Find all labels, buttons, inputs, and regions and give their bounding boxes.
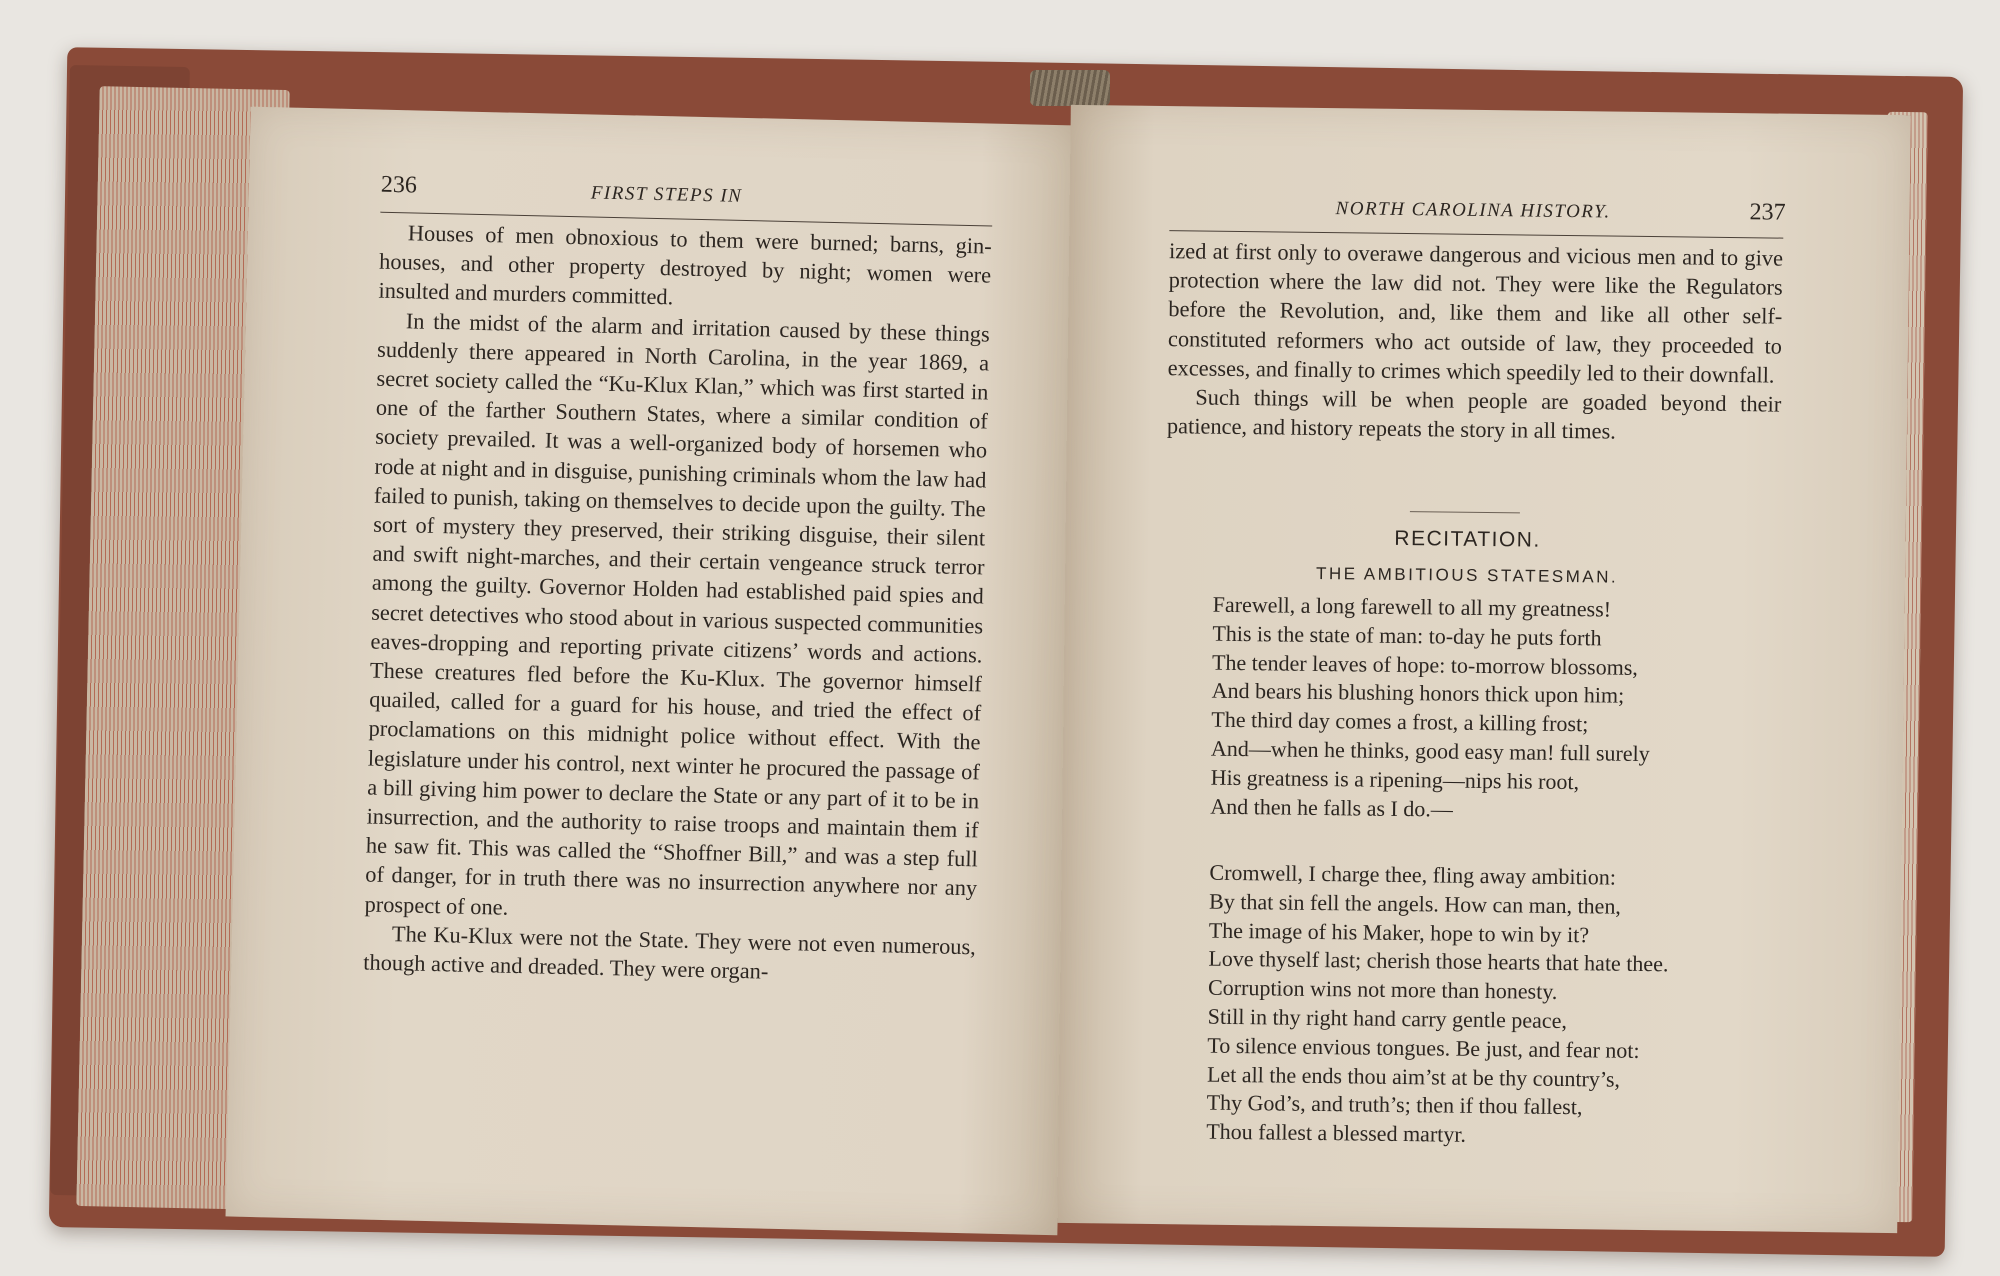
left-paragraph-3: The Ku-Klux were not the State. They were not even numerous, though active and dreaded. They were organ- bbox=[363, 921, 977, 984]
section-heading: RECITATION. bbox=[1394, 526, 1541, 552]
poem-line: The image of his Maker, hope to win by it? bbox=[1208, 917, 1590, 947]
left-paragraph-2: In the midst of the alarm and irritation caused by these things suddenly there appeared in North Carolina, in the year 1869, a secret society called the “Ku-Klux Klan,” which was first started in one of the farther Southern States, where a similar condition of society prevailed. It was a well-organized body of horsemen who rode at night and in disguise, punishing criminals whom the law had failed to punish, taking on themselves to decide upon the guilty. The sort of mystery they preserved, their striking disguise, their silent and swift night-marches, and their certain vengeance struck terror among the guilty. Governor Holden had established paid spies and secret detectives who stood about in various suspected communities eaves-dropping and reporting private citizens’ words and actions. These creatures fled before the Ku-Klux. The governor himself quailed, called for a guard for his house, and tried the effect of proclamations on this midnight police without effect. With the legislature under his control, next winter he procured the passage of a bill giving him power to declare the State or any part of it to be in insurrection, and the authority to raise troops and maintain them if he saw fit. This was called the “Shoffner Bill,” and was a step full of danger, for in truth there was no insurrection anywhere nor any prospect of one. bbox=[364, 307, 991, 920]
poem-line: The tender leaves of hope: to-morrow blossoms, bbox=[1211, 649, 1639, 680]
right-paragraph-2: Such things will be when people are goaded beyond their patience, and history repeats the story in all times. bbox=[1166, 384, 1782, 444]
right-running-head: NORTH CAROLINA HISTORY. bbox=[1335, 198, 1611, 223]
poem-line: The third day comes a frost, a killing frost; bbox=[1211, 706, 1589, 737]
poem-line: By that sin fell the angels. How can man, then, bbox=[1208, 888, 1622, 919]
poem-line: Thy God’s, and truth’s; then if thou fallest, bbox=[1206, 1090, 1583, 1120]
poem-stanza-2 bbox=[1206, 859, 1669, 1153]
book-spine bbox=[1030, 70, 1110, 106]
poem-line: His greatness is a ripening—nips his root, bbox=[1210, 764, 1580, 794]
left-page bbox=[226, 107, 1083, 1236]
poem-line: Cromwell, I charge thee, fling away ambition: bbox=[1209, 859, 1617, 890]
poem-line: This is the state of man: to-day he puts forth bbox=[1212, 620, 1602, 651]
poem-line: Let all the ends thou aim’st at be thy country’s, bbox=[1206, 1061, 1621, 1092]
right-page bbox=[1057, 105, 1911, 1233]
poem-line: And then he falls as I do.— bbox=[1210, 793, 1454, 822]
poem-line: To silence envious tongues. Be just, and fear not: bbox=[1207, 1032, 1640, 1063]
poem-title: THE AMBITIOUS STATESMAN. bbox=[1315, 563, 1619, 587]
poem-line: Farewell, a long farewell to all my greatness! bbox=[1212, 591, 1612, 622]
poem-line: Corruption wins not more than honesty. bbox=[1207, 974, 1558, 1005]
left-page-number: 236 bbox=[380, 171, 418, 199]
left-running-head: FIRST STEPS IN bbox=[590, 182, 743, 207]
poem-line: Thou fallest a blessed martyr. bbox=[1206, 1118, 1467, 1147]
poem-line: Love thyself last; cherish those hearts that hate thee. bbox=[1208, 946, 1669, 977]
poem-stanza-1 bbox=[1210, 591, 1651, 827]
poem-line: And bears his blushing honors thick upon him; bbox=[1211, 678, 1625, 709]
poem-line: And—when he thinks, good easy man! full surely bbox=[1210, 735, 1650, 767]
poem-line: Still in thy right hand carry gentle peace, bbox=[1207, 1003, 1568, 1034]
right-page-number: 237 bbox=[1749, 199, 1786, 226]
left-page-text bbox=[363, 218, 992, 991]
left-paragraph-1: Houses of men obnoxious to them were burned; barns, gin-houses, and other property destroyed by night; women were insulted and murders committed. bbox=[378, 220, 993, 310]
right-paragraph-1: ized at first only to overawe dangerous and vicious men and to give protection where the law did not. They were like the Regulators before the Revolution, and, like them and like all other self-constituted reformers who act outside of law, they proceeded to excesses, and finally to crimes which speedily led to their downfall. bbox=[1167, 238, 1784, 388]
section-divider bbox=[1410, 511, 1520, 513]
right-page-text bbox=[1167, 236, 1783, 448]
